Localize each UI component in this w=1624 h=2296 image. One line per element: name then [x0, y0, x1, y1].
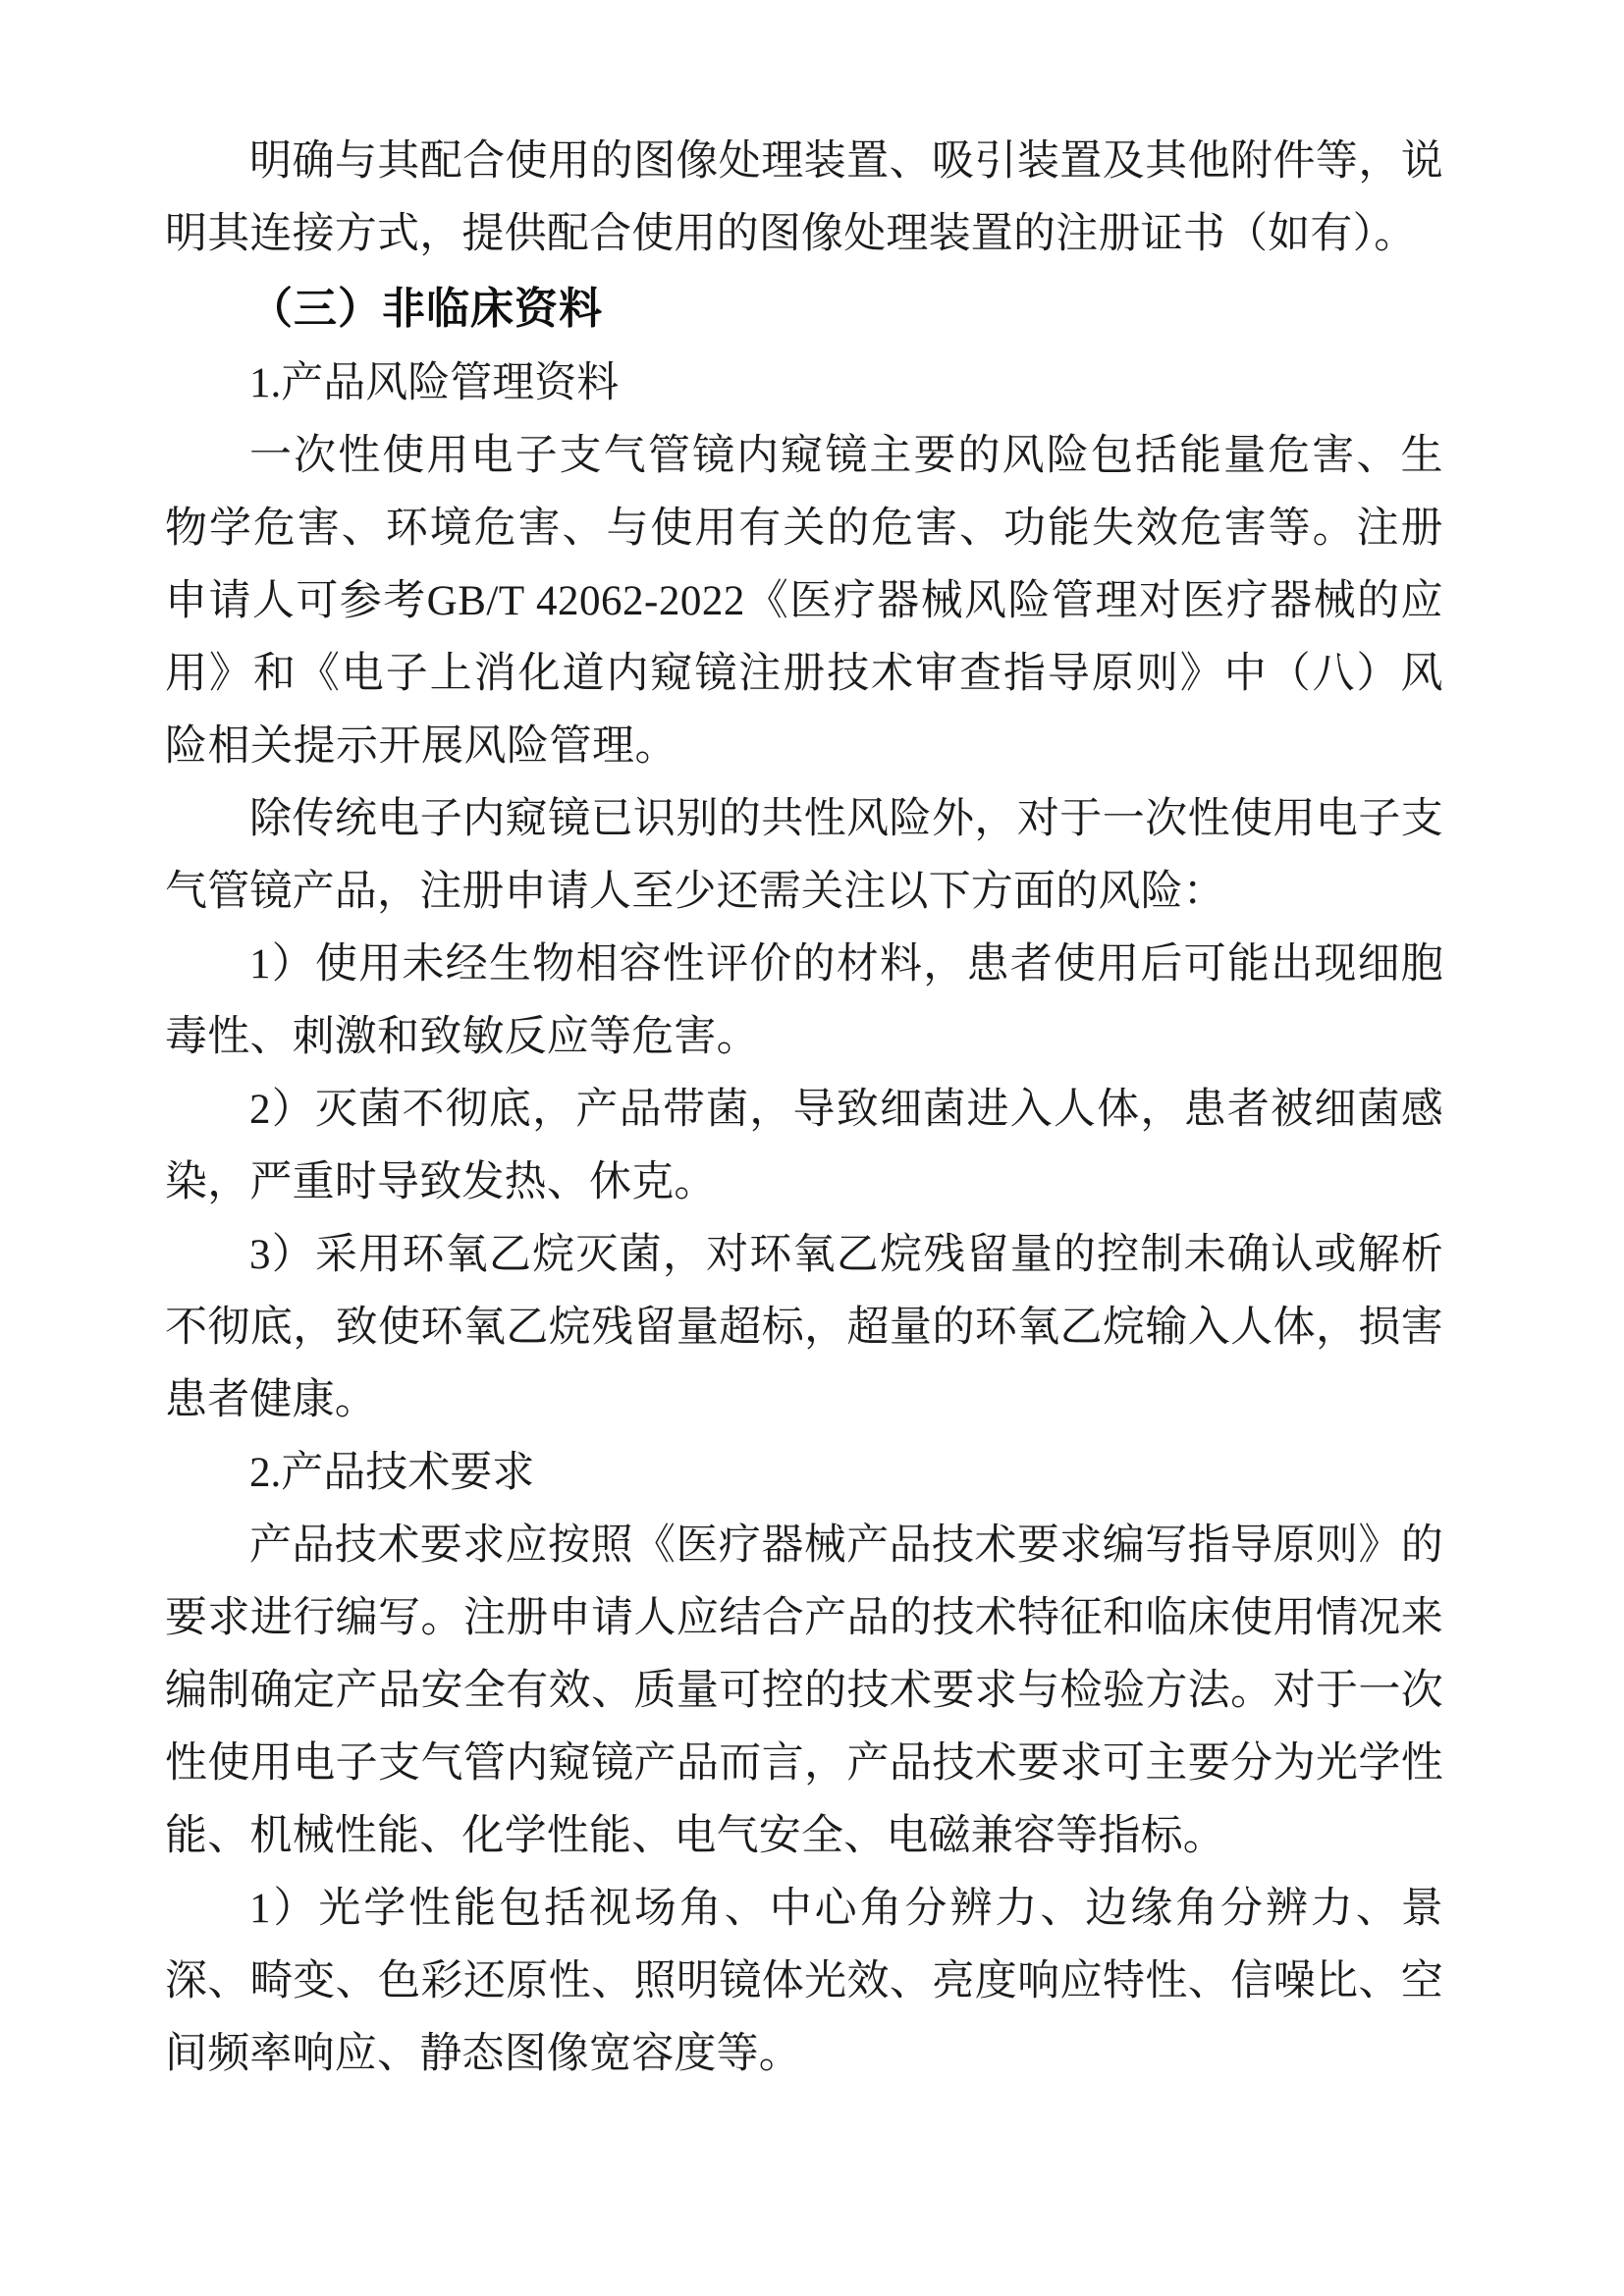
risk-list-item-1: 1）使用未经生物相容性评价的材料，患者使用后可能出现细胞毒性、刺激和致敏反应等危害。	[165, 941, 1443, 1060]
risk-list-item-3: 3）采用环氧乙烷灭菌，对环氧乙烷残留量的控制未确认或解析不彻底，致使环氧乙烷残留量超标，超量的环氧乙烷输入人体，损害患者健康。	[165, 1232, 1443, 1423]
risk-list-item-2: 2）灭菌不彻底，产品带菌，导致细菌进入人体，患者被细菌感染，严重时导致发热、休克。	[165, 1087, 1443, 1205]
paragraph-additional-risks-lead-in: 除传统电子内窥镜已识别的共性风险外，对于一次性使用电子支气管镜产品，注册申请人至少还需关注以下方面的风险：	[165, 796, 1443, 915]
subheading-product-technical-requirements: 2.产品技术要求	[249, 1450, 535, 1496]
document-body-column	[165, 126, 1443, 2091]
subheading-risk-management-materials: 1.产品风险管理资料	[249, 360, 620, 406]
paragraph-risk-overview: 一次性使用电子支气管镜内窥镜主要的风险包括能量危害、生物学危害、环境危害、与使用有关的危害、功能失效危害等。注册申请人可参考GB/T 42062-2022《医疗器械风险管理对医疗器械的应用》和《电子上消化道内窥镜注册技术审查指导原则》中（八）风险相关提示开展风险管理。	[165, 433, 1443, 770]
section-heading-non-clinical-materials: （三）非临床资料	[249, 285, 603, 333]
technical-list-item-1-optical-performance: 1）光学性能包括视场角、中心角分辨力、边缘角分辨力、景深、畸变、色彩还原性、照明镜体光效、亮度响应特性、信噪比、空间频率响应、静态图像宽容度等。	[165, 1886, 1443, 2077]
paragraph-technical-requirements: 产品技术要求应按照《医疗器械产品技术要求编写指导原则》的要求进行编写。注册申请人应结合产品的技术特征和临床使用情况来编制确定产品安全有效、质量可控的技术要求与检验方法。对于一次性使用电子支气管内窥镜产品而言，产品技术要求可主要分为光学性能、机械性能、化学性能、电气安全、电磁兼容等指标。	[165, 1522, 1443, 1859]
paragraph-intro: 明确与其配合使用的图像处理装置、吸引装置及其他附件等，说明其连接方式，提供配合使用的图像处理装置的注册证书（如有）。	[165, 138, 1443, 257]
